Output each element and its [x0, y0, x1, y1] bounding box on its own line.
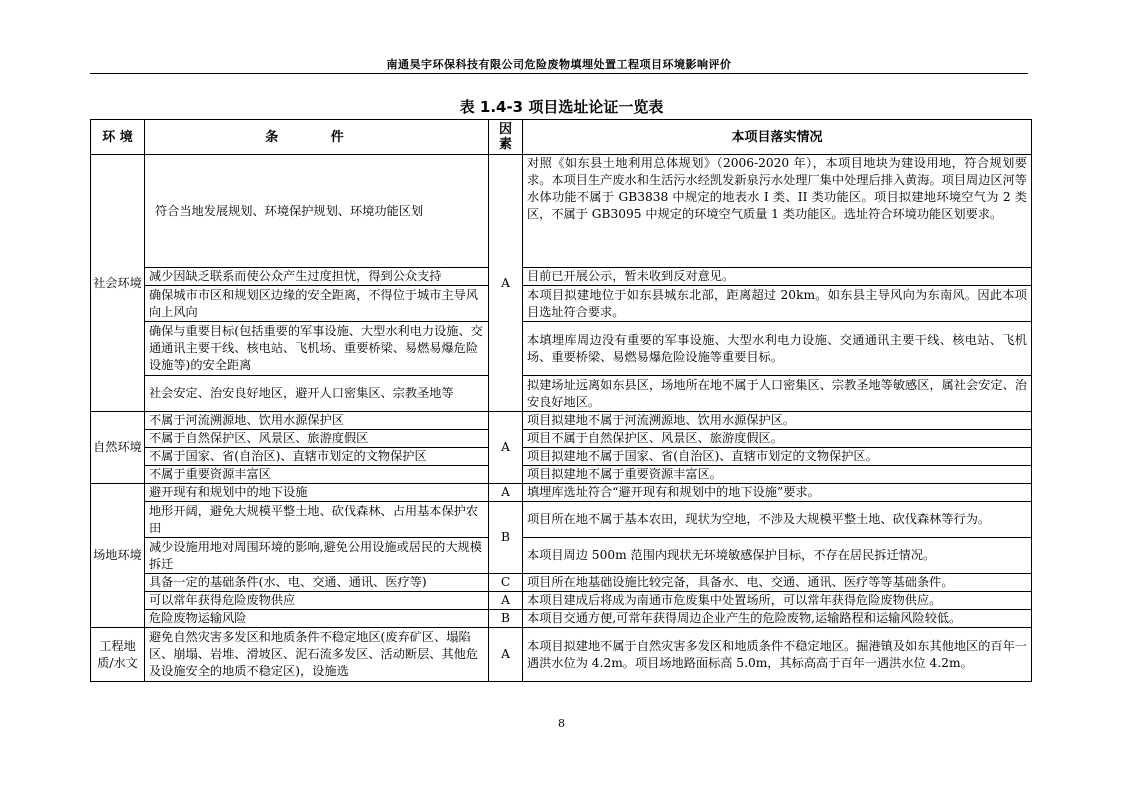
condition-cell: 减少设施用地对周围环境的影响,避免公用设施或居民的大规模拆迁	[145, 538, 489, 574]
condition-cell: 可以常年获得危险废物供应	[145, 592, 489, 610]
env-cell-geology: 工程地质/水文	[91, 628, 145, 682]
table-row	[91, 610, 1032, 628]
factor-cell: B	[489, 502, 523, 574]
implementation-cell: 项目拟建地不属于国家、省(自治区)、直辖市划定的文物保护区。	[523, 448, 1032, 466]
table-row	[91, 376, 1032, 412]
table-row	[91, 574, 1032, 592]
condition-cell: 危险废物运输风险	[145, 610, 489, 628]
table-row	[91, 502, 1032, 538]
condition-cell: 不属于国家、省(自治区)、直辖市划定的文物保护区	[145, 448, 489, 466]
document-header: 南通昊宇环保科技有限公司危险废物填埋处置工程项目环境影响评价	[386, 58, 732, 71]
factor-cell: A	[489, 155, 523, 412]
condition-cell: 社会安定、治安良好地区，避开人口密集区、宗教圣地等	[145, 376, 489, 412]
condition-cell: 避开现有和规划中的地下设施	[145, 484, 489, 502]
implementation-cell: 本项目交通方便,可常年获得周边企业产生的危险废物,运输路程和运输风险较低。	[523, 610, 1032, 628]
factor-cell: B	[489, 610, 523, 628]
table-row	[91, 448, 1032, 466]
condition-cell: 不属于重要资源丰富区	[145, 466, 489, 484]
implementation-cell: 项目所在地不属于基本农田，现状为空地，不涉及大规模平整土地、砍伐森林等行为。	[523, 502, 1032, 538]
condition-cell: 确保与重要目标(包括重要的军事设施、大型水利电力设施、交通通讯主要干线、核电站、飞机场、重要桥梁、易燃易爆危险设施等)的安全距离	[145, 322, 489, 376]
implementation-cell: 目前已开展公示，暂未收到反对意见。	[523, 268, 1032, 286]
table-row	[91, 628, 1032, 682]
condition-cell: 避免自然灾害多发区和地质条件不稳定地区(废弃矿区、塌陷区、崩塌、岩堆、滑坡区、泥石流多发区、活动断层、其他危及设施安全的地质不稳定区)，设施选	[145, 628, 489, 682]
implementation-cell: 拟建场址远离如东县区，场地所在地不属于人口密集区、宗教圣地等敏感区，属社会安定、治安良好地区。	[523, 376, 1032, 412]
factor-cell: A	[489, 592, 523, 610]
table-row	[91, 430, 1032, 448]
implementation-cell: 项目拟建地不属于重要资源丰富区。	[523, 466, 1032, 484]
implementation-cell: 填埋库选址符合“避开现有和规划中的地下设施”要求。	[523, 484, 1032, 502]
condition-cell: 具备一定的基础条件(水、电、交通、通讯、医疗等)	[145, 574, 489, 592]
table-row	[91, 592, 1032, 610]
condition-cell: 不属于河流溯源地、饮用水源保护区	[145, 412, 489, 430]
table-row	[91, 322, 1032, 376]
condition-cell: 减少因缺乏联系而使公众产生过度担忧，得到公众支持	[145, 268, 489, 286]
table-row	[91, 538, 1032, 574]
table-row	[91, 412, 1032, 430]
table-header-row	[91, 120, 1032, 155]
col-header-factor: 因素	[489, 120, 523, 155]
table-row	[91, 484, 1032, 502]
col-header-cond: 条 件	[145, 120, 489, 155]
implementation-cell: 本项目拟建地不属于自然灾害多发区和地质条件不稳定地区。掘港镇及如东其他地区的百年一遇洪水位为 4.2m。项目场地路面标高 5.0m，其标高高于百年一遇洪水位 4.2m。	[523, 628, 1032, 682]
factor-cell: A	[489, 484, 523, 502]
col-header-env: 环 境	[91, 120, 145, 155]
condition-cell: 地形开阔，避免大规模平整土地、砍伐森林、占用基本保护农田	[145, 502, 489, 538]
implementation-cell: 对照《如东县土地利用总体规划》（2006-2020 年），本项目地块为建设用地，符合规划要求。本项目生产废水和生活污水经凯发新泉污水处理厂集中处理后排入黄海。项目周边区河等水体功能不属于 GB3838 中规定的地表水 I 类、II 类功能区。项目拟建地环境空气为 2 类区，不属于 GB3095 中规定的环境空气质量 1 类功能区。选址符合环境功能区划要求。	[523, 155, 1032, 268]
implementation-cell: 本项目建成后将成为南通市危废集中处置场所，可以常年获得危险废物供应。	[523, 592, 1032, 610]
implementation-cell: 本填埋库周边没有重要的军事设施、大型水利电力设施、交通通讯主要干线、核电站、飞机场、重要桥梁、易燃易爆危险设施等重要目标。	[523, 322, 1032, 376]
page-number: 8	[558, 717, 565, 730]
condition-cell: 确保城市市区和规划区边缘的安全距离，不得位于城市主导风向上风向	[145, 286, 489, 322]
env-cell-social: 社会环境	[91, 155, 145, 412]
implementation-cell: 项目所在地基础设施比较完备，具备水、电、交通、通讯、医疗等等基础条件。	[523, 574, 1032, 592]
header-rule	[90, 73, 1028, 74]
implementation-cell: 项目拟建地不属于河流溯源地、饮用水源保护区。	[523, 412, 1032, 430]
implementation-cell: 本项目拟建地位于如东县城东北部，距离超过 20km。如东县主导风向为东南风。因此本项目选址符合要求。	[523, 286, 1032, 322]
factor-cell: A	[489, 628, 523, 682]
condition-cell: 不属于自然保护区、风景区、旅游度假区	[145, 430, 489, 448]
implementation-cell: 项目不属于自然保护区、风景区、旅游度假区。	[523, 430, 1032, 448]
table-row	[91, 155, 1032, 268]
implementation-cell: 本项目周边 500m 范围内现状无环境敏感保护目标，不存在居民拆迁情况。	[523, 538, 1032, 574]
env-cell-site: 场地环境	[91, 484, 145, 628]
condition-cell: 符合当地发展规划、环境保护规划、环境功能区划	[145, 155, 489, 268]
col-header-impl: 本项目落实情况	[523, 120, 1032, 155]
factor-cell: A	[489, 412, 523, 484]
table-row	[91, 466, 1032, 484]
table-row	[91, 286, 1032, 322]
factor-cell: C	[489, 574, 523, 592]
env-cell-natural: 自然环境	[91, 412, 145, 484]
site-selection-table	[90, 119, 1032, 682]
table-row	[91, 268, 1032, 286]
table-title: 表 1.4-3 项目选址论证一览表	[459, 98, 664, 116]
